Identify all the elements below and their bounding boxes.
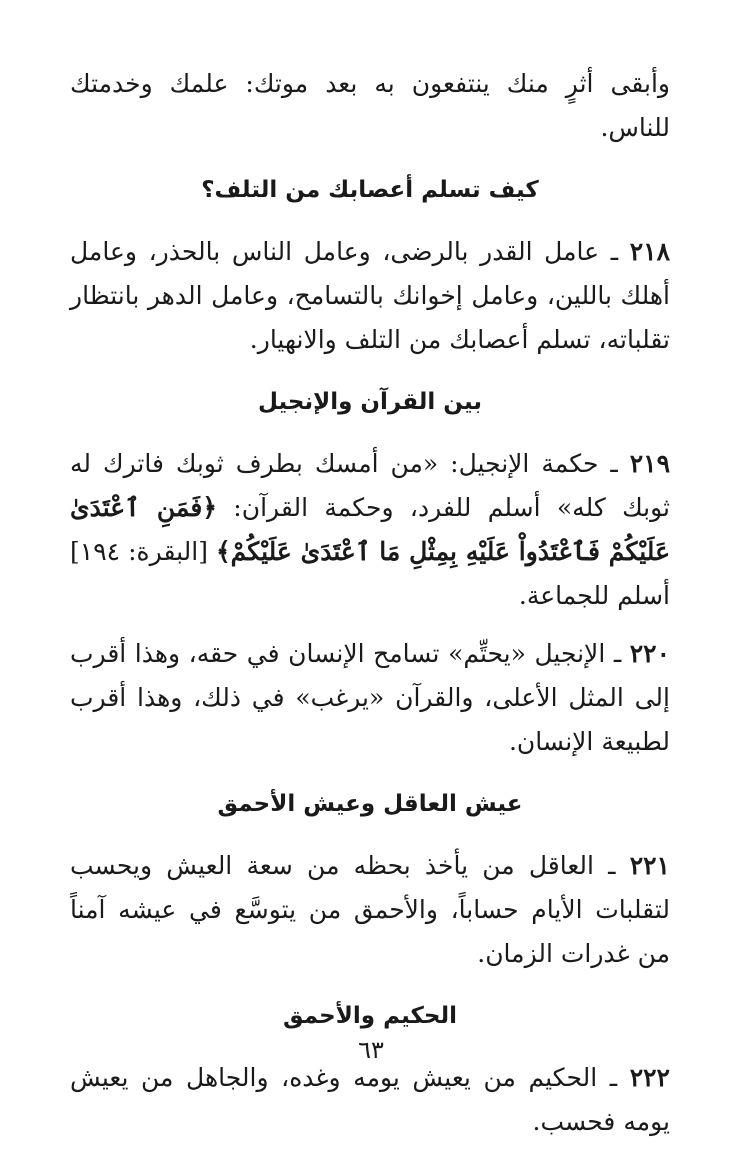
item-219: [70, 442, 670, 618]
item-number: ٢١٨: [629, 237, 671, 266]
item-number: ٢١٩: [629, 449, 671, 478]
section-heading-wise-fool: الحكيم والأحمق: [283, 1003, 457, 1029]
item-dash: ـ: [609, 1063, 618, 1092]
item-220: [70, 632, 670, 764]
item-dash: ـ: [610, 449, 618, 478]
intro-paragraph: وأبقى أثرٍ منك ينتفعون به بعد موتك: علمك وخدمتك للناس.: [70, 69, 670, 142]
section-heading-wise-fool-living: عيش العاقل وعيش الأحمق: [217, 791, 523, 817]
item-dash: ـ: [613, 639, 622, 668]
item-221: [70, 844, 670, 976]
section-heading-nerves: كيف تسلم أعصابك من التلف؟: [201, 177, 539, 203]
item-218: [70, 230, 670, 362]
item-number: ٢٢٢: [629, 1063, 670, 1092]
item-text-after: [البقرة: ١٩٤] أسلم للجماعة.: [70, 537, 670, 610]
quran-verse: ﴿فَمَنِ ٱعْتَدَىٰ عَلَيْكُمْ فَٱعْتَدُواْ عَلَيْهِ بِمِثْلِ مَا ٱعْتَدَىٰ عَلَيْكُمْ﴾: [70, 493, 670, 566]
item-text: الإنجيل «يحتِّم» تسامح الإنسان في حقه، وهذا أقرب إلى المثل الأعلى، والقرآن «يرغب» في ذلك، وهذا أقرب لطبيعة الإنسان.: [70, 639, 670, 756]
item-text: العاقل من يأخذ بحظه من سعة العيش ويحسب لتقلبات الأيام حساباً، والأحمق من يتوسَّع في عيشه آمناً من غدرات الزمان.: [70, 851, 670, 968]
page-number: ٦٣: [358, 1036, 384, 1064]
item-number: ٢٢١: [629, 851, 670, 880]
item-text: عامل القدر بالرضى، وعامل الناس بالحذر، وعامل أهلك باللين، وعامل إخوانك بالتسامح، وعامل الدهر بانتظار تقلباته، تسلم أعصابك من التلف والانهيار.: [70, 237, 670, 354]
item-dash: ـ: [610, 237, 619, 266]
item-text-before: حكمة الإنجيل: «من أمسك بطرف ثوبك فاترك له ثوبك كله» أسلم للفرد، وحكمة القرآن:: [70, 449, 670, 522]
section-heading-quran-injil: بين القرآن والإنجيل: [257, 389, 483, 415]
item-number: ٢٢٠: [629, 639, 671, 668]
item-222: [70, 1056, 670, 1144]
item-text: الحكيم من يعيش يومه وغده، والجاهل من يعيش يومه فحسب.: [70, 1063, 670, 1136]
item-dash: ـ: [608, 851, 616, 880]
page-body: [70, 62, 670, 1144]
